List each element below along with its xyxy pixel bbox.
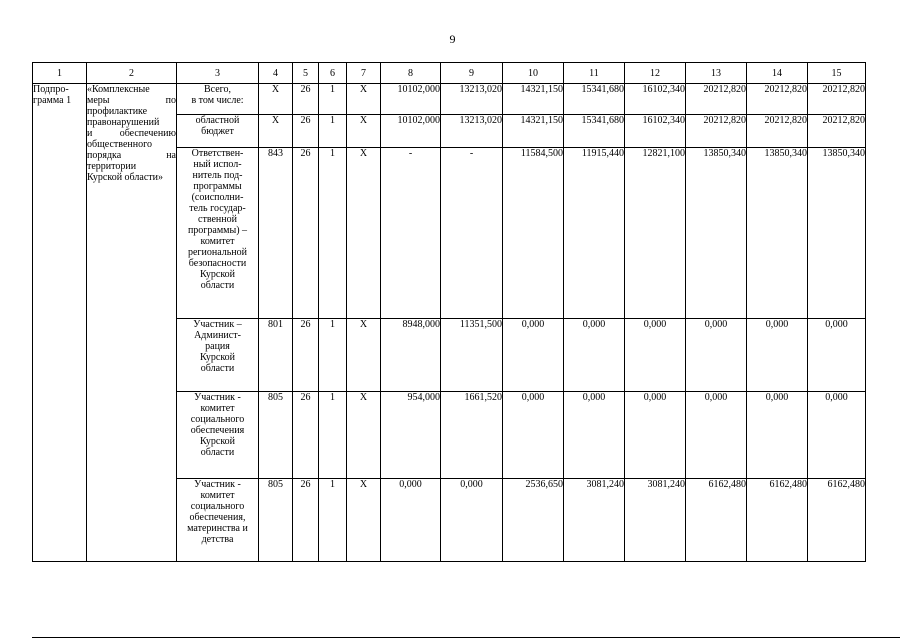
value-cell: 13850,340 xyxy=(686,148,747,319)
subprogram-title-line: профилактике xyxy=(87,106,148,117)
subprogram-title-line: правонарушений xyxy=(87,117,160,128)
code-cell: 26 xyxy=(293,319,319,392)
scan-edge-line xyxy=(32,637,900,638)
value-cell: 0,000 xyxy=(381,479,441,562)
header-cell: 12 xyxy=(625,63,686,84)
value-cell: 0,000 xyxy=(625,392,686,479)
value-cell: 6162,480 xyxy=(808,479,866,562)
value-cell: 13213,020 xyxy=(441,115,503,148)
subprogram-title-line: общественного xyxy=(87,139,152,150)
value-cell: 16102,340 xyxy=(625,115,686,148)
value-cell: 0,000 xyxy=(808,319,866,392)
subprogram-title-line: территории xyxy=(87,161,137,172)
value-cell: 15341,680 xyxy=(564,115,625,148)
value-cell: 15341,680 xyxy=(564,84,625,115)
value-cell: 1661,520 xyxy=(441,392,503,479)
code-cell: Х xyxy=(259,84,293,115)
code-cell: 26 xyxy=(293,479,319,562)
value-cell: 20212,820 xyxy=(747,115,808,148)
subprogram-title-line: меры по xyxy=(87,95,176,106)
value-cell: 20212,820 xyxy=(808,115,866,148)
code-cell: Х xyxy=(259,115,293,148)
value-cell: 0,000 xyxy=(564,319,625,392)
header-cell: 10 xyxy=(503,63,564,84)
header-cell: 9 xyxy=(441,63,503,84)
value-cell: 10102,000 xyxy=(381,115,441,148)
value-cell: 11351,500 xyxy=(441,319,503,392)
value-cell: 20212,820 xyxy=(808,84,866,115)
header-cell: 14 xyxy=(747,63,808,84)
value-cell: 13213,020 xyxy=(441,84,503,115)
code-cell: 26 xyxy=(293,392,319,479)
value-cell: 0,000 xyxy=(564,392,625,479)
value-cell: 20212,820 xyxy=(747,84,808,115)
header-cell: 11 xyxy=(564,63,625,84)
code-cell: 1 xyxy=(319,479,347,562)
value-cell: 20212,820 xyxy=(686,115,747,148)
value-cell: 0,000 xyxy=(441,479,503,562)
value-cell: 11915,440 xyxy=(564,148,625,319)
code-cell: 805 xyxy=(259,479,293,562)
budget-table xyxy=(32,62,866,562)
value-cell: 6162,480 xyxy=(686,479,747,562)
code-cell: 1 xyxy=(319,319,347,392)
value-cell: 0,000 xyxy=(503,392,564,479)
value-cell: 13850,340 xyxy=(747,148,808,319)
value-cell: 0,000 xyxy=(686,392,747,479)
header-cell: 6 xyxy=(319,63,347,84)
header-cell: 5 xyxy=(293,63,319,84)
subprogram-title-line: и обеспечению xyxy=(87,128,176,139)
value-cell: 14321,150 xyxy=(503,84,564,115)
code-cell: 26 xyxy=(293,84,319,115)
code-cell: Х xyxy=(347,148,381,319)
subprogram-title-line: Курской области» xyxy=(87,172,163,183)
value-cell: 3081,240 xyxy=(625,479,686,562)
value-cell: 0,000 xyxy=(808,392,866,479)
header-row xyxy=(33,63,866,84)
code-cell: 1 xyxy=(319,115,347,148)
subprogram-label: Подпро-грамма 1 xyxy=(33,84,87,562)
header-cell: 8 xyxy=(381,63,441,84)
subprogram-title-line: «Комплексные xyxy=(87,84,150,95)
value-cell: 0,000 xyxy=(686,319,747,392)
code-cell: Х xyxy=(347,479,381,562)
value-cell: 13850,340 xyxy=(808,148,866,319)
value-cell: 3081,240 xyxy=(564,479,625,562)
code-cell: 26 xyxy=(293,115,319,148)
header-cell: 7 xyxy=(347,63,381,84)
code-cell: Х xyxy=(347,392,381,479)
code-cell: 801 xyxy=(259,319,293,392)
row-name: Участник - комитет социального обеспечения, материнства и детства xyxy=(177,479,259,562)
value-cell: 6162,480 xyxy=(747,479,808,562)
row-name: Участник – Админист- рация Курской области xyxy=(177,319,259,392)
value-cell: 11584,500 xyxy=(503,148,564,319)
header-cell: 2 xyxy=(87,63,177,84)
value-cell: 12821,100 xyxy=(625,148,686,319)
header-cell: 3 xyxy=(177,63,259,84)
value-cell: 0,000 xyxy=(625,319,686,392)
value-cell: 8948,000 xyxy=(381,319,441,392)
row-name: областной бюджет xyxy=(177,115,259,148)
value-cell: - xyxy=(381,148,441,319)
code-cell: Х xyxy=(347,319,381,392)
code-cell: 1 xyxy=(319,392,347,479)
value-cell: 14321,150 xyxy=(503,115,564,148)
subprogram-title-line: порядка на xyxy=(87,150,176,161)
subprogram-title xyxy=(87,84,177,562)
code-cell: 805 xyxy=(259,392,293,479)
value-cell: 0,000 xyxy=(503,319,564,392)
value-cell: 16102,340 xyxy=(625,84,686,115)
row-name: Ответствен- ный испол- нитель под- программы (соисполни- тель государ- ственной программы) – комитет региональной безопасности Курской области xyxy=(177,148,259,319)
value-cell: 10102,000 xyxy=(381,84,441,115)
header-cell: 1 xyxy=(33,63,87,84)
code-cell: 26 xyxy=(293,148,319,319)
header-cell: 15 xyxy=(808,63,866,84)
value-cell: 0,000 xyxy=(747,319,808,392)
row-name: Участник - комитет социального обеспечения Курской области xyxy=(177,392,259,479)
code-cell: 1 xyxy=(319,84,347,115)
value-cell: 2536,650 xyxy=(503,479,564,562)
header-cell: 13 xyxy=(686,63,747,84)
code-cell: Х xyxy=(347,84,381,115)
page-number: 9 xyxy=(449,32,456,46)
code-cell: 843 xyxy=(259,148,293,319)
code-cell: Х xyxy=(347,115,381,148)
value-cell: 954,000 xyxy=(381,392,441,479)
code-cell: 1 xyxy=(319,148,347,319)
table-row xyxy=(33,84,866,115)
header-cell: 4 xyxy=(259,63,293,84)
value-cell: 0,000 xyxy=(747,392,808,479)
value-cell: - xyxy=(441,148,503,319)
row-name: Всего, в том числе: xyxy=(177,84,259,115)
value-cell: 20212,820 xyxy=(686,84,747,115)
